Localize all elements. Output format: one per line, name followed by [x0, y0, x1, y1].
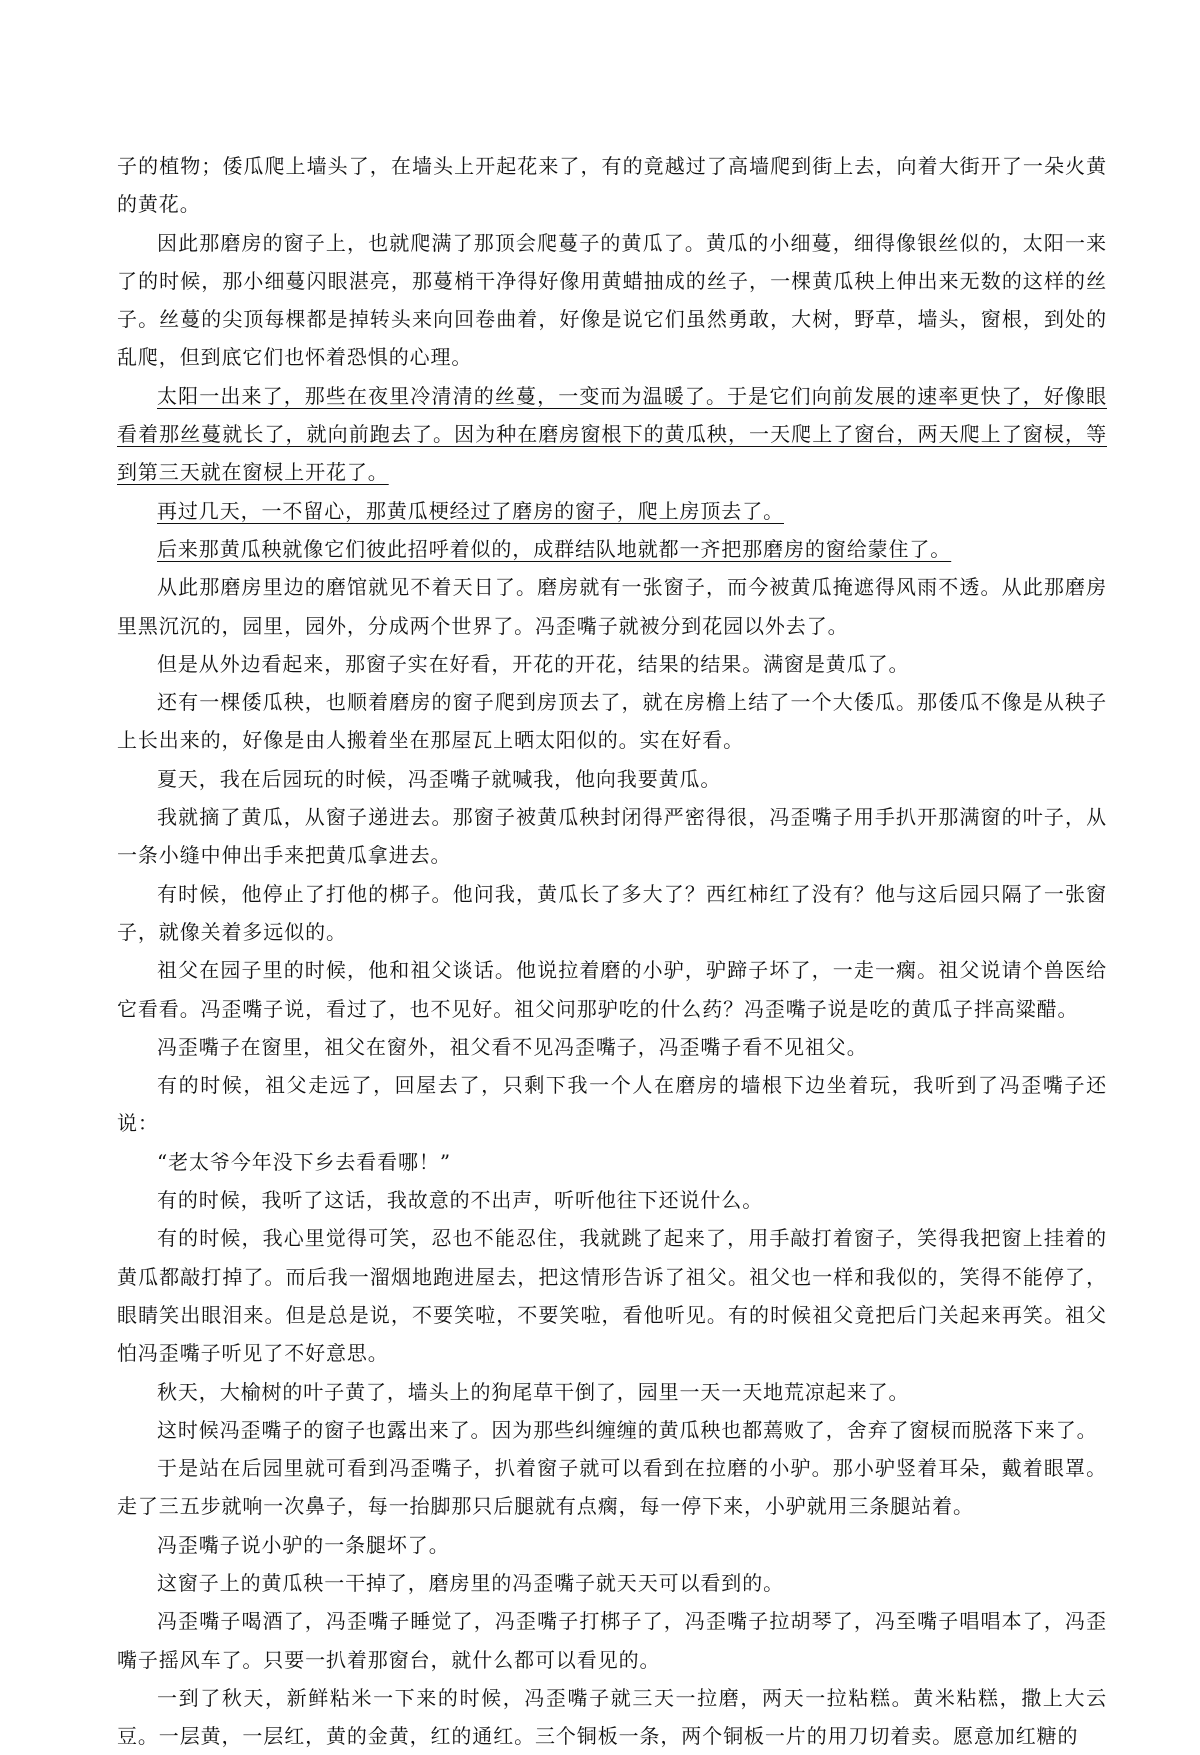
- paragraph-5: [117, 530, 1107, 568]
- paragraph-16: 有的时候，我听了这话，我故意的不出声，听听他往下还说什么。: [157, 1188, 764, 1213]
- paragraph-11: 有时候，他停止了打他的梆子。他问我，黄瓜长了多大了？西红柿红了没有？他与这后园只隔了一张窗子，就像关着多远似的。: [117, 881, 1107, 944]
- paragraph-17: 有的时候，我心里觉得可笑，忍也不能忍住，我就跳了起来了，用手敲打着窗子，笑得我把窗上挂着的黄瓜都敲打掉了。而后我一溜烟地跑进屋去，把这情形告诉了祖父。祖父也一样和我似的，笑得不能停了，眼睛笑出眼泪来。但是总是说，不要笑啦，不要笑啦，看他听见。有的时候祖父竟把后门关起来再笑。祖父怕冯歪嘴子听见了不好意思。: [117, 1226, 1107, 1366]
- paragraph-19: 这时候冯歪嘴子的窗子也露出来了。因为那些纠缠缠的黄瓜秧也都蔫败了，舍弃了窗棂而脱落下来了。: [157, 1417, 1098, 1442]
- paragraph-8: 还有一棵倭瓜秧，也顺着磨房的窗子爬到房顶去了，就在房檐上结了一个大倭瓜。那倭瓜不像是从秧子上长出来的，好像是由人搬着坐在那屋瓦上晒太阳似的。实在好看。: [117, 690, 1107, 753]
- paragraph-3: [117, 377, 1107, 492]
- paragraph-23: 冯歪嘴子喝酒了，冯歪嘴子睡觉了，冯歪嘴子打梆子了，冯歪嘴子拉胡琴了，冯至嘴子唱唱本了，冯歪嘴子摇风车了。只要一扒着那窗台，就什么都可以看见的。: [117, 1609, 1107, 1672]
- paragraph-12: 祖父在园子里的时候，他和祖父谈话。他说拉着磨的小驴，驴蹄子坏了，一走一瘸。祖父说请个兽医给它看看。冯歪嘴子说，看过了，也不见好。祖父问那驴吃的什么药？冯歪嘴子说是吃的黄瓜子拌高粱醋。: [117, 958, 1107, 1021]
- paragraph-1: 子的植物；倭瓜爬上墙头了，在墙头上开起花来了，有的竟越过了高墙爬到街上去，向着大街开了一朵火黄的黄花。: [117, 154, 1107, 217]
- document-page: [117, 147, 1107, 1755]
- paragraph-24: 一到了秋天，新鲜粘米一下来的时候，冯歪嘴子就三天一拉磨，两天一拉粘糕。黄米粘糕，撒上大云豆。一层黄，一层红，黄的金黄，红的通红。三个铜板一条，两个铜板一片的用刀切着卖。愿意加红糖的: [117, 1685, 1107, 1749]
- paragraph-18: 秋天，大榆树的叶子黄了，墙头上的狗尾草干倒了，园里一天一天地荒凉起来了。: [157, 1379, 910, 1404]
- paragraph-7: 但是从外边看起来，那窗子实在好看，开花的开花，结果的结果。满窗是黄瓜了。: [157, 651, 910, 676]
- paragraph-14: 有的时候，祖父走远了，回屋去了，只剩下我一个人在磨房的墙根下边坐着玩，我听到了冯歪嘴子还说：: [117, 1073, 1107, 1136]
- paragraph-20: 于是站在后园里就可看到冯歪嘴子，扒着窗子就可以看到在拉磨的小驴。那小驴竖着耳朵，戴着眼罩。走了三五步就响一次鼻子，每一抬脚那只后腿就有点瘸，每一停下来，小驴就用三条腿站着。: [117, 1456, 1107, 1519]
- underlined-text: 后来那黄瓜秧就像它们彼此招呼着似的，成群结队地就都一齐把那磨房的窗给蒙住了。: [157, 536, 952, 561]
- paragraph-22: 这窗子上的黄瓜秧一干掉了，磨房里的冯歪嘴子就天天可以看到的。: [157, 1570, 784, 1595]
- underlined-text: 太阳一出来了，那些在夜里冷清清的丝蔓，一变而为温暖了。于是它们向前发展的速率更快了，好像眼看着那丝蔓就长了，就向前跑去了。因为种在磨房窗根下的黄瓜秧，一天爬上了窗台，两天爬上了窗棂，等到第三天就在窗棂上开花了。: [117, 383, 1107, 485]
- paragraph-4: [117, 492, 1107, 530]
- paragraph-10: 我就摘了黄瓜，从窗子递进去。那窗子被黄瓜秧封闭得严密得很，冯歪嘴子用手扒开那满窗的叶子，从一条小缝中伸出手来把黄瓜拿进去。: [117, 805, 1107, 868]
- paragraph-15: “老太爷今年没下乡去看看哪！”: [157, 1149, 451, 1174]
- paragraph-21: 冯歪嘴子说小驴的一条腿坏了。: [157, 1532, 450, 1557]
- paragraph-2: 因此那磨房的窗子上，也就爬满了那顶会爬蔓子的黄瓜了。黄瓜的小细蔓，细得像银丝似的，太阳一来了的时候，那小细蔓闪眼湛亮，那蔓梢干净得好像用黄蜡抽成的丝子，一棵黄瓜秧上伸出来无数的这样的丝子。丝蔓的尖顶每棵都是掉转头来向回卷曲着，好像是说它们虽然勇敢，大树，野草，墙头，窗根，到处的乱爬，但到底它们也怀着恐惧的心理。: [117, 230, 1107, 370]
- paragraph-6: 从此那磨房里边的磨馆就见不着天日了。磨房就有一张窗子，而今被黄瓜掩遮得风雨不透。从此那磨房里黑沉沉的，园里，园外，分成两个世界了。冯歪嘴子就被分到花园以外去了。: [117, 575, 1107, 638]
- paragraph-9: 夏天，我在后园玩的时候，冯歪嘴子就喊我，他向我要黄瓜。: [157, 766, 722, 791]
- paragraph-13: 冯歪嘴子在窗里，祖父在窗外，祖父看不见冯歪嘴子，冯歪嘴子看不见祖父。: [157, 1034, 868, 1059]
- underlined-text: 再过几天，一不留心，那黄瓜梗经过了磨房的窗子，爬上房顶去了。: [157, 498, 784, 523]
